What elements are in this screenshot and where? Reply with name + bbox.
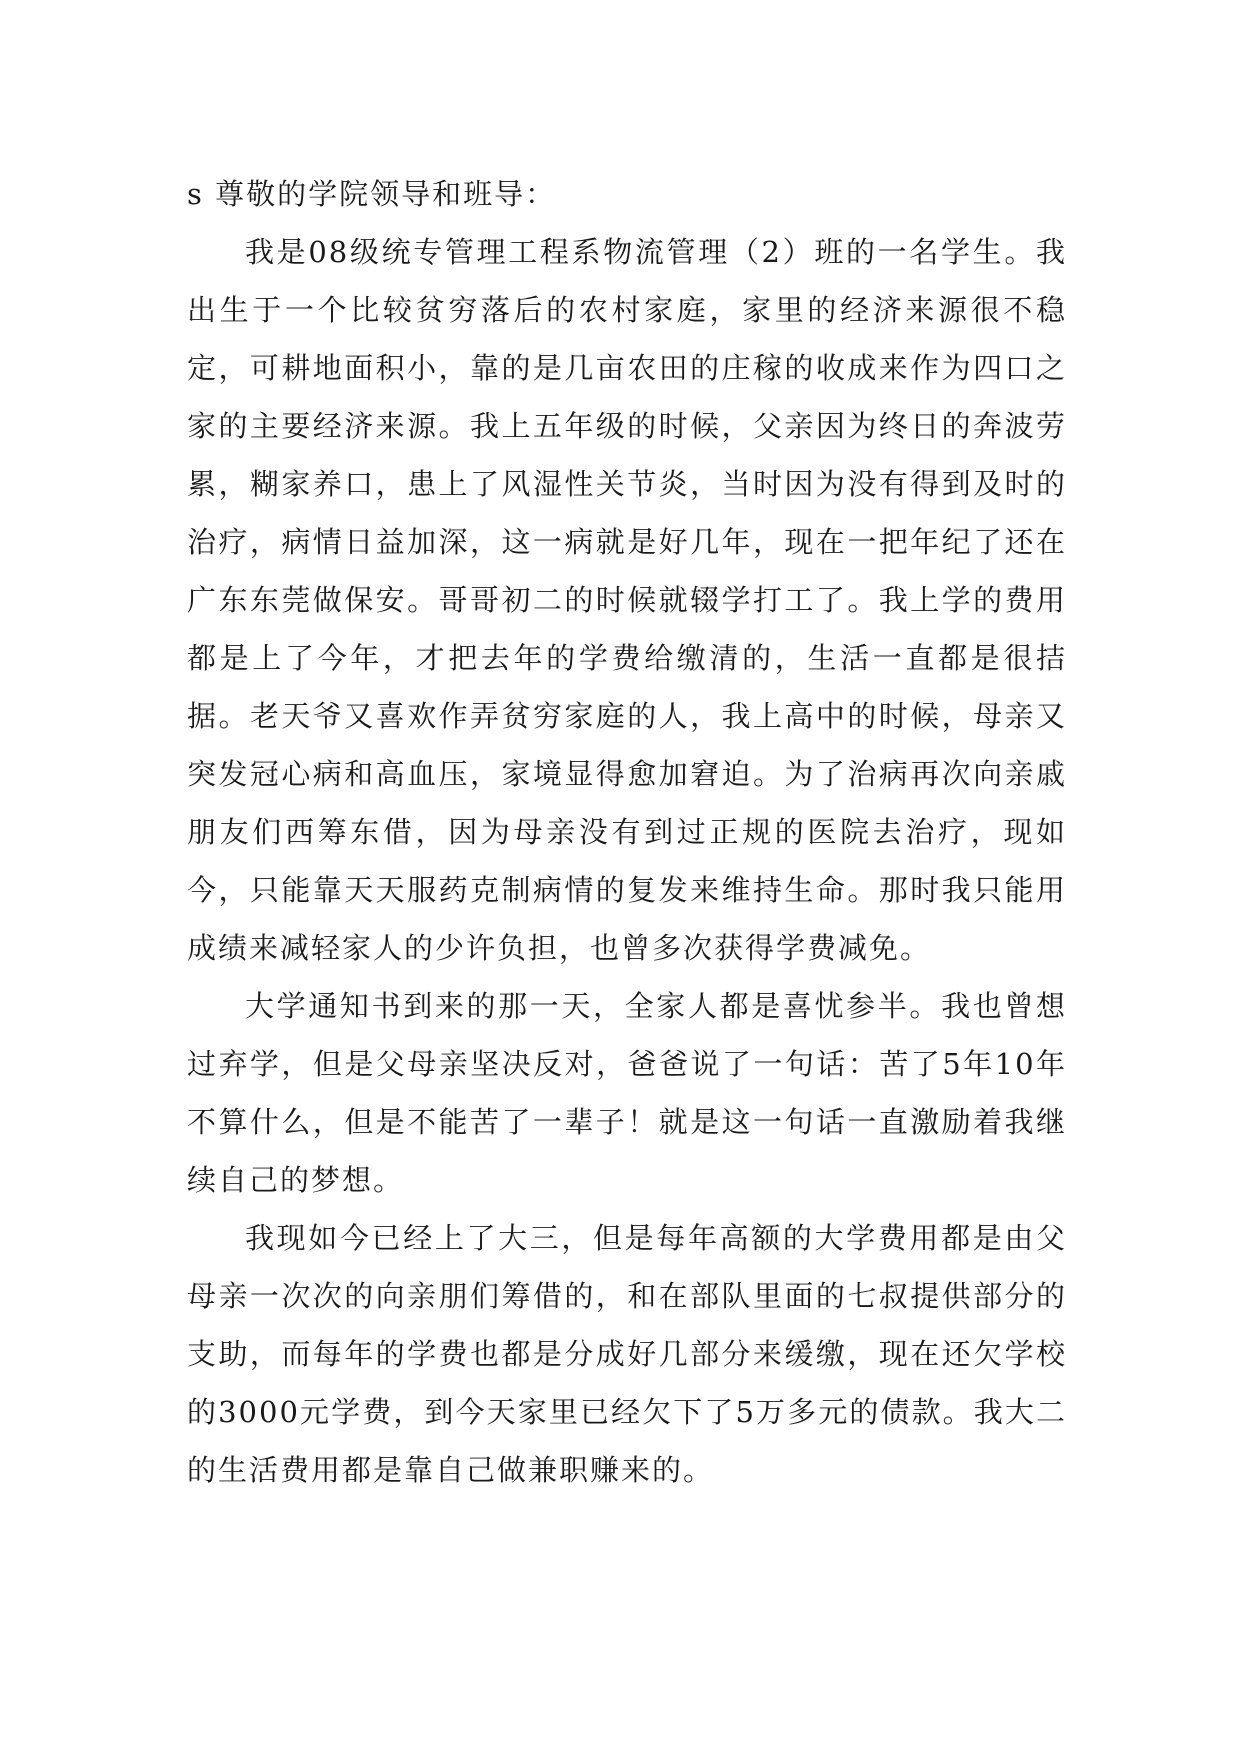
salutation: s 尊敬的学院领导和班导： [187, 177, 557, 211]
paragraph-family-background: 我是08级统专管理工程系物流管理（2）班的一名学生。我出生于一个比较贫穷落后的农村家庭，家里的经济来源很不稳定，可耕地面积小，靠的是几亩农田的庄稼的收成来作为四口之家的主要经济来源。我上五年级的时候，父亲因为终日的奔波劳累，糊家养口，患上了风湿性关节炎，当时因为没有得到及时的治疗，病情日益加深，这一病就是好几年，现在一把年纪了还在广东东莞做保安。哥哥初二的时候就辍学打工了。我上学的费用都是上了今年，才把去年的学费给缴清的，生活一直都是很拮据。老天爷又喜欢作弄贫穷家庭的人，我上高中的时候，母亲又突发冠心病和高血压，家境显得愈加窘迫。为了治病再次向亲戚朋友们西筹东借，因为母亲没有到过正规的医院去治疗，现如今，只能靠天天服药克制病情的复发来维持生命。那时我只能用成绩来减轻家人的少许负担，也曾多次获得学费减免。 [187, 235, 1067, 965]
paragraph-college-admission: 大学通知书到来的那一天，全家人都是喜忧参半。我也曾想过弃学，但是父母亲坚决反对，爸爸说了一句话：苦了5年10年不算什么，但是不能苦了一辈子！就是这一句话一直激励着我继续自己的梦想。 [187, 989, 1067, 1197]
letter-body [187, 165, 1067, 1499]
paragraph-current-situation: 我现如今已经上了大三，但是每年高额的大学费用都是由父母亲一次次的向亲朋们筹借的，和在部队里面的七叔提供部分的支助，而每年的学费也都是分成好几部分来缓缴，现在还欠学校的3000元学费，到今天家里已经欠下了5万多元的债款。我大二的生活费用都是靠自己做兼职赚来的。 [187, 1221, 1067, 1487]
